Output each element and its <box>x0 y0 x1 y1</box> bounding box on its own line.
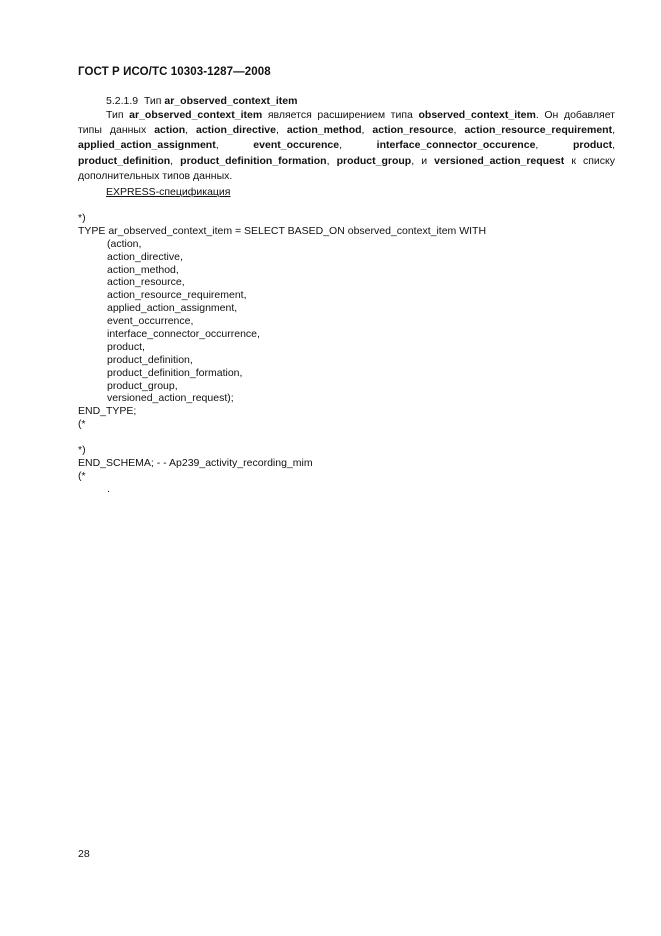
description-paragraph <box>78 108 615 184</box>
section-title <box>106 95 297 107</box>
code-line <box>78 431 486 444</box>
code-line: product, <box>107 340 145 353</box>
type-name: product_group <box>336 154 412 167</box>
type-name: versioned_action_request <box>434 154 565 167</box>
type-name: action <box>154 124 186 137</box>
page-number: 28 <box>78 848 90 860</box>
paragraph-text: , <box>612 124 616 137</box>
paragraph-text: , <box>612 139 615 152</box>
code-line: END_TYPE; <box>78 405 137 418</box>
code-line: (action, <box>107 237 142 250</box>
paragraph-text: , <box>170 154 181 167</box>
paragraph-text: , <box>326 154 337 167</box>
standard-header: ГОСТ Р ИСО/ТС 10303-1287—2008 <box>78 66 271 78</box>
code-line: event_occurrence, <box>107 315 194 328</box>
express-specification-label: EXPRESS-спецификация <box>106 186 231 198</box>
type-name: action_resource <box>372 124 454 137</box>
type-name: ar_observed_context_item <box>129 109 263 121</box>
code-line: product_group, <box>107 379 178 392</box>
section-type-name: ar_observed_context_item <box>164 95 298 107</box>
paragraph-text: , <box>215 139 254 152</box>
code-line: . <box>107 482 110 495</box>
type-name: observed_context_item <box>418 109 536 121</box>
code-line: *) <box>78 444 86 457</box>
type-name: applied_action_assignment <box>78 139 216 152</box>
code-line: product_definition_formation, <box>107 366 243 379</box>
code-line: action_directive, <box>107 250 183 263</box>
paragraph-text: , <box>535 139 573 152</box>
code-line: action_resource_requirement, <box>107 289 247 302</box>
code-line: END_SCHEMA; - - Ap239_activity_recording_mim <box>78 456 313 469</box>
express-code-block <box>78 212 486 496</box>
section-type-word: Тип <box>143 95 162 107</box>
type-name: product <box>572 139 613 152</box>
paragraph-text: Тип <box>106 109 130 121</box>
code-line: action_method, <box>107 263 179 276</box>
type-name: product_definition <box>78 154 171 167</box>
type-name: event_occurence <box>253 139 340 152</box>
code-line: applied_action_assignment, <box>107 302 238 315</box>
type-name: action_directive <box>196 124 276 137</box>
code-line: interface_connector_occurrence, <box>107 328 260 341</box>
type-name: action_method <box>286 124 362 137</box>
type-name: interface_connector_occurence <box>376 139 536 152</box>
type-name: action_resource_requirement <box>464 124 613 137</box>
section-number: 5.2.1.9 <box>106 95 139 107</box>
code-line: (* <box>78 469 86 482</box>
paragraph-text: , <box>453 124 465 137</box>
paragraph-text: . Он добавляет типы данных <box>78 109 615 137</box>
code-line: TYPE ar_observed_context_item = SELECT BASED_ON observed_context_item WITH <box>78 224 487 237</box>
code-line: *) <box>78 212 86 224</box>
code-line: action_resource, <box>107 276 185 289</box>
paragraph-text: , <box>361 124 373 137</box>
type-name: product_definition_formation <box>180 154 327 167</box>
paragraph-text: , <box>339 139 377 152</box>
code-line: versioned_action_request); <box>107 392 234 405</box>
paragraph-text: является расширением типа <box>262 109 419 121</box>
code-line: product_definition, <box>107 353 193 366</box>
code-line: (* <box>78 418 86 431</box>
paragraph-text: , <box>185 124 196 137</box>
paragraph-text: к списку дополнительных типов данных. <box>78 154 615 182</box>
paragraph-text: , <box>275 124 287 137</box>
paragraph-text: , и <box>411 154 435 167</box>
